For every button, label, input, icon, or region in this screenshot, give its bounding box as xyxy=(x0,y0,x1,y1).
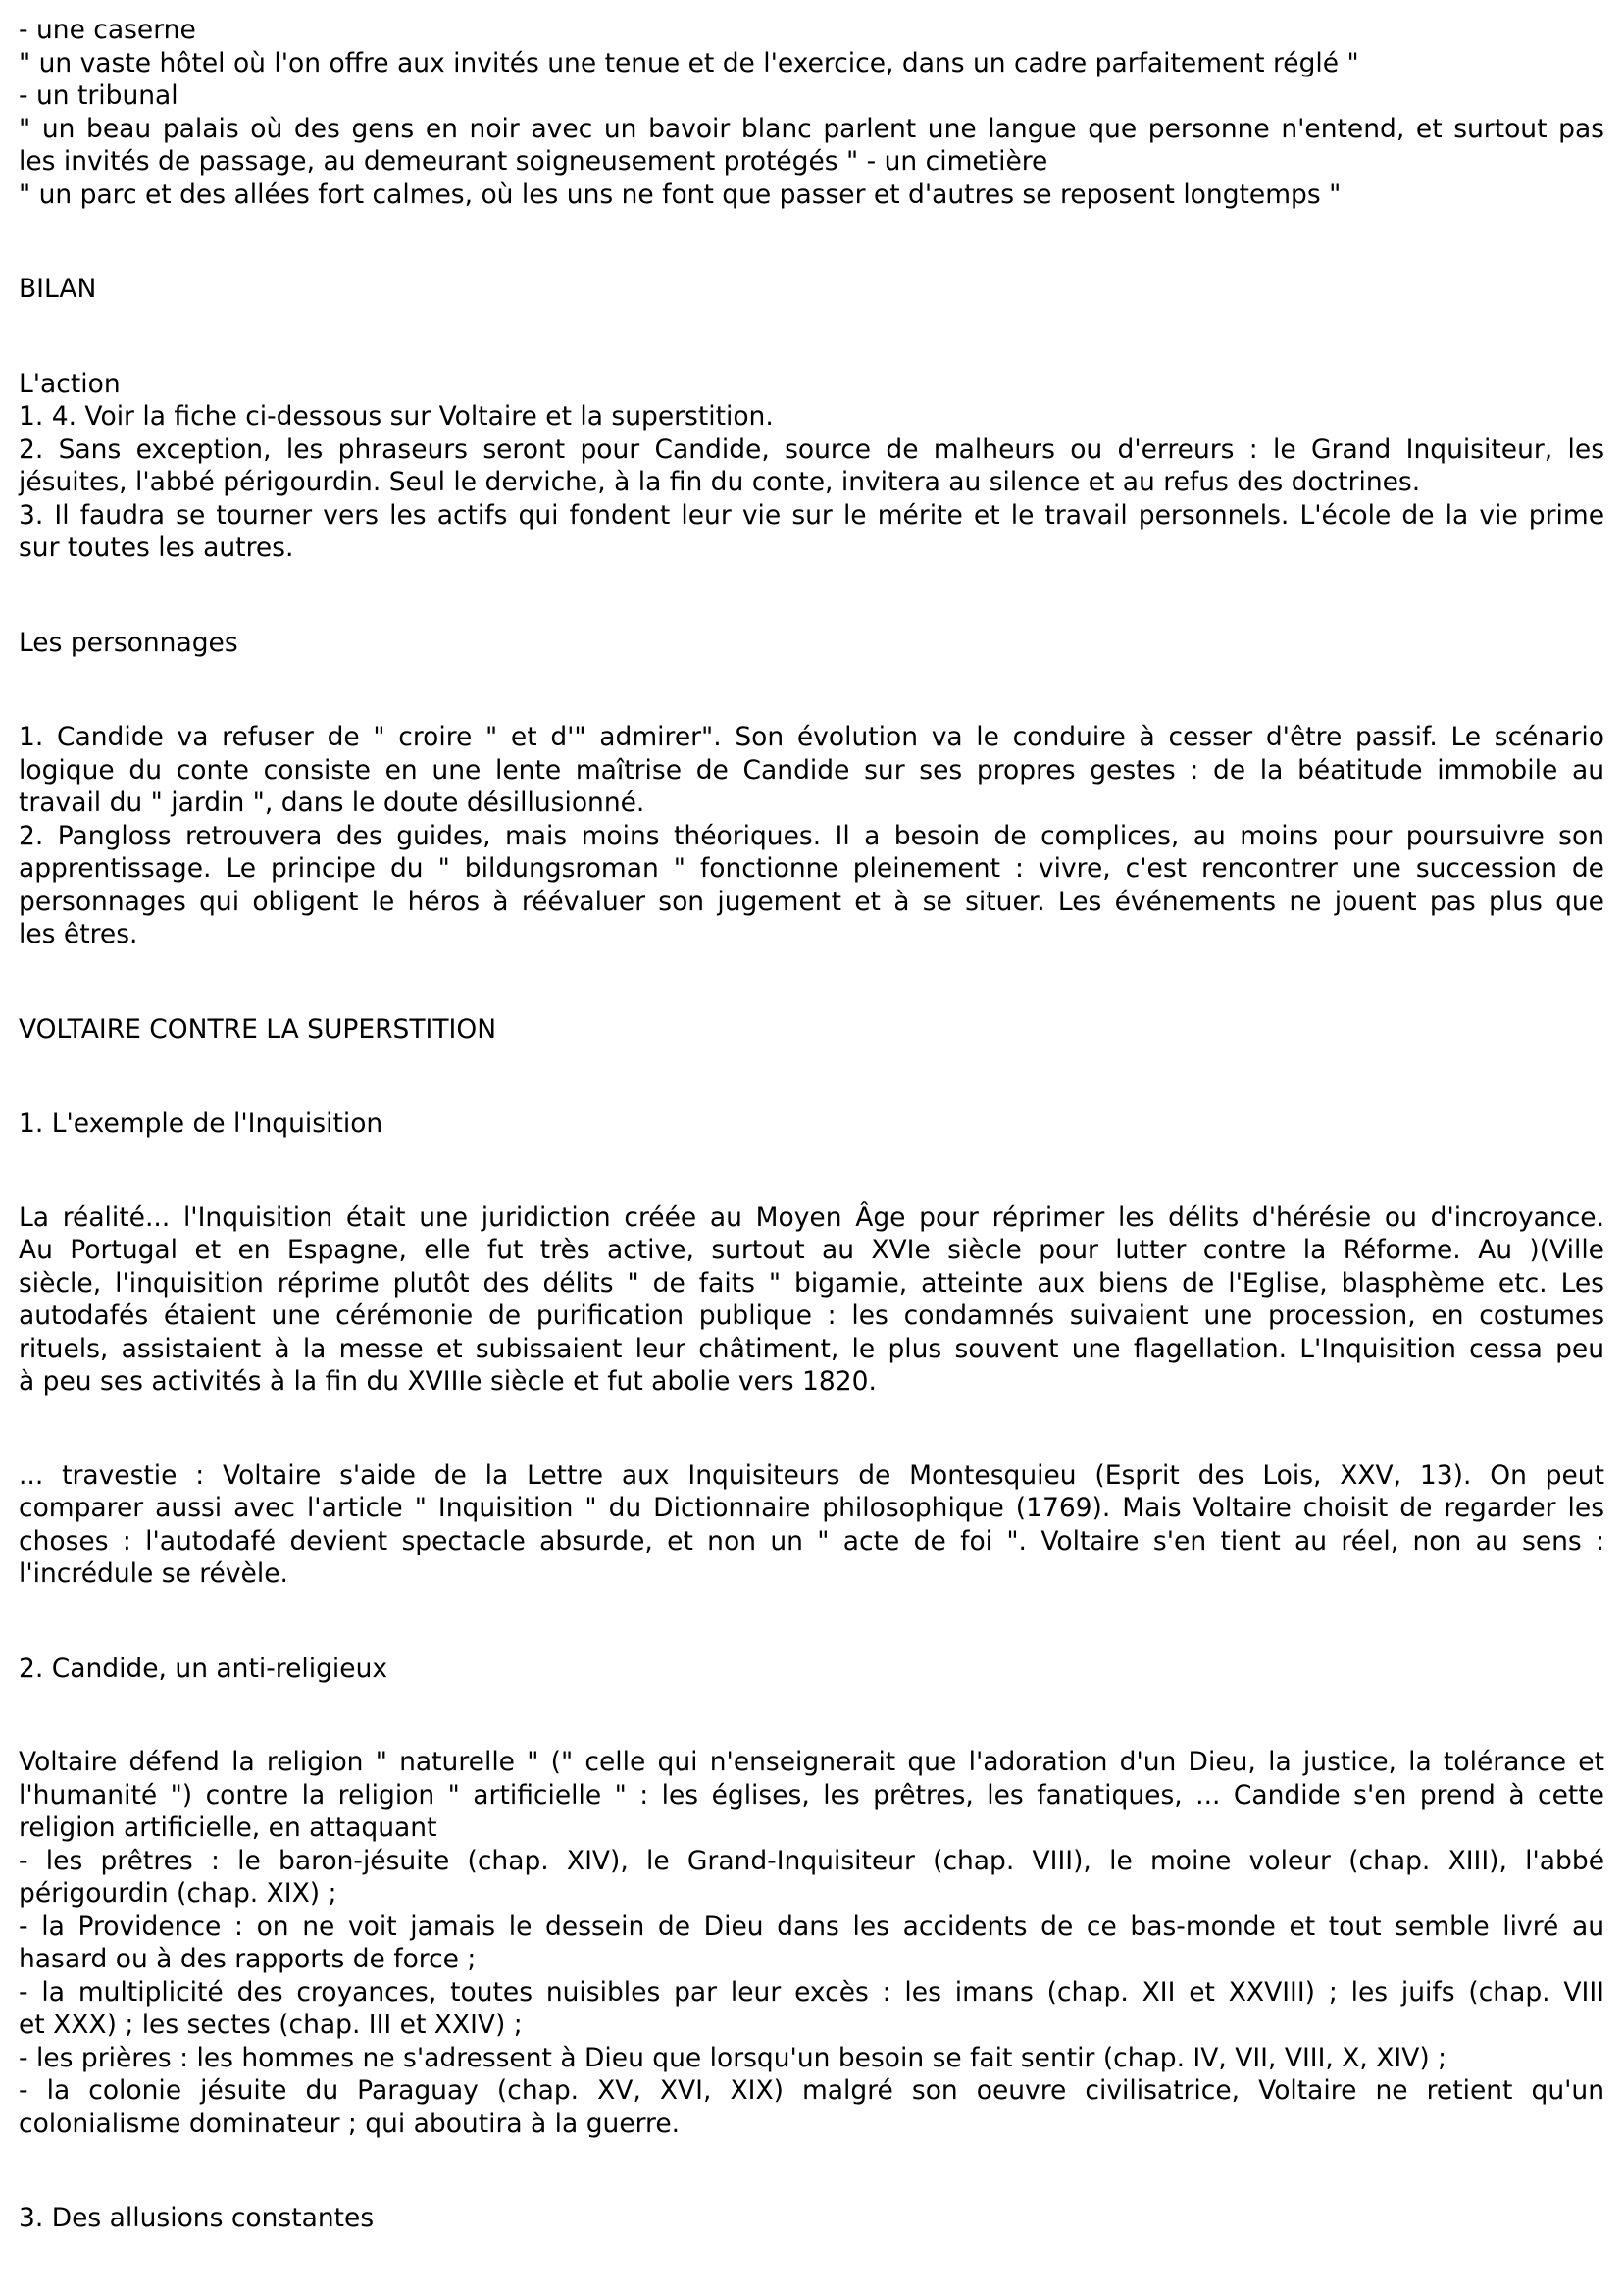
text-line: - les prières : les hommes ne s'adressent à Dieu que lorsqu'un besoin se fait sentir (chap. IV, VII, VIII, X, XIV) ; xyxy=(19,2042,1447,2073)
personnages-paragraph xyxy=(19,721,1604,951)
text-line: à peu ses activités à la fin du XVIIIe siècle et fut abolie vers 1820. xyxy=(19,1366,877,1397)
text-line: - les prêtres : le baron-jésuite (chap. XIV), le Grand-Inquisiteur (chap. VIII), le moine voleur (chap. XIII), l'abbé xyxy=(19,1845,1604,1876)
subheading-action: L'action xyxy=(19,368,121,399)
text-line: religion artificielle, en attaquant xyxy=(19,1812,437,1843)
intro-list xyxy=(19,14,1604,211)
text-line: sur toutes les autres. xyxy=(19,533,294,563)
text-line: ... travestie : Voltaire s'aide de la Lettre aux Inquisiteurs de Montesquieu (Esprit des Lois, XXV, 13). On peut xyxy=(19,1459,1604,1491)
text-line: choses : l'autodafé devient spectacle absurde, et non un " acte de foi ". Voltaire s'en tient au réel, non au sens : xyxy=(19,1525,1604,1556)
text-line: les êtres. xyxy=(19,919,138,949)
text-line: 3. Il faudra se tourner vers les actifs qui fondent leur vie sur le mérite et le travail personnels. L'école de la vie prime xyxy=(19,499,1604,531)
section-heading-superstition: VOLTAIRE CONTRE LA SUPERSTITION xyxy=(19,1013,497,1045)
text-line: rituels, assistaient à la messe et subissaient leur châtiment, le plus souvent une flagellation. L'Inquisition cessa peu xyxy=(19,1333,1604,1364)
text-line: - la multiplicité des croyances, toutes nuisibles par leur excès : les imans (chap. XII et XXVIII) ; les juifs (chap. VIII xyxy=(19,1976,1604,2008)
text-line: La réalité... l'Inquisition était une juridiction créée au Moyen Âge pour réprimer les délits d'hérésie ou d'incroyance. xyxy=(19,1201,1604,1233)
section-heading-bilan: BILAN xyxy=(19,274,97,304)
text-line: Au Portugal et en Espagne, elle fut très active, surtout au XVIe siècle pour lutter contre la Réforme. Au )(Ville xyxy=(19,1235,1604,1265)
subheading-antireligieux: 2. Candide, un anti-religieux xyxy=(19,1653,388,1684)
text-line: l'incrédule se révèle. xyxy=(19,1558,288,1589)
document-page xyxy=(19,14,1604,2235)
text-line: comparer aussi avec l'article " Inquisition " du Dictionnaire philosophique (1769). Mais Voltaire choisit de regarder les xyxy=(19,1493,1604,1523)
text-line: et XXX) ; les sectes (chap. III et XXIV) ; xyxy=(19,2010,523,2040)
action-paragraph xyxy=(19,400,1604,565)
travestie-paragraph xyxy=(19,1459,1604,1591)
text-line: siècle, l'inquisition réprime plutôt des délits " de faits " bigamie, atteinte aux biens de l'Eglise, blasphème etc. Les xyxy=(19,1267,1604,1299)
text-line: " un vaste hôtel où l'on offre aux invités une tenue et de l'exercice, dans un cadre parfaitement réglé " xyxy=(19,47,1359,78)
realite-paragraph xyxy=(19,1201,1604,1399)
text-line: 1. Candide va refuser de " croire " et d'" admirer". Son évolution va le conduire à cesser d'être passif. Le scénario xyxy=(19,722,1604,752)
text-line: les invités de passage, au demeurant soigneusement protégés " - un cimetière xyxy=(19,146,1048,177)
text-line: colonialisme dominateur ; qui aboutira à la guerre. xyxy=(19,2108,681,2139)
text-line: " un beau palais où des gens en noir avec un bavoir blanc parlent une langue que personne n'entend, et surtout pas xyxy=(19,113,1604,144)
text-line: logique du conte consiste en une lente maîtrise de Candide sur ses propres gestes : de la béatitude immobile au xyxy=(19,754,1604,786)
text-line: personnages qui obligent le héros à réévaluer son jugement et à se situer. Les événements ne jouent pas plus que xyxy=(19,886,1604,917)
text-line: 2. Sans exception, les phraseurs seront pour Candide, source de malheurs ou d'erreurs : le Grand Inquisiteur, les xyxy=(19,433,1604,465)
subheading-personnages: Les personnages xyxy=(19,627,238,658)
text-line: - la colonie jésuite du Paraguay (chap. XV, XVI, XIX) malgré son oeuvre civilisatrice, Voltaire ne retient qu'un xyxy=(19,2075,1604,2106)
text-line: jésuites, l'abbé périgourdin. Seul le derviche, à la fin du conte, invitera au silence et au refus des doctrines. xyxy=(19,467,1421,497)
text-line: " un parc et des allées fort calmes, où les uns ne font que passer et d'autres se reposent longtemps " xyxy=(19,178,1342,210)
text-line: autodafés étaient une cérémonie de purification publique : les condamnés suivaient une procession, en costumes xyxy=(19,1300,1604,1331)
subheading-allusions: 3. Des allusions constantes xyxy=(19,2203,375,2233)
text-line: travail du " jardin ", dans le doute désillusionné. xyxy=(19,788,645,818)
text-line: apprentissage. Le principe du " bildungsroman " fonctionne pleinement : vivre, c'est rencontrer une succession de xyxy=(19,853,1604,884)
text-line: périgourdin (chap. XIX) ; xyxy=(19,1878,337,1909)
subheading-inquisition: 1. L'exemple de l'Inquisition xyxy=(19,1108,383,1139)
text-line: - un tribunal xyxy=(19,80,178,111)
text-line: - une caserne xyxy=(19,15,196,45)
text-line: Voltaire défend la religion " naturelle " (" celle qui n'enseignerait que l'adoration d'un Dieu, la justice, la tolérance et xyxy=(19,1747,1604,1777)
religion-paragraph xyxy=(19,1746,1604,2140)
text-line: 2. Pangloss retrouvera des guides, mais moins théoriques. Il a besoin de complices, au moins pour poursuivre son xyxy=(19,820,1604,851)
text-line: hasard ou à des rapports de force ; xyxy=(19,1944,477,1974)
text-line: - la Providence : on ne voit jamais le dessein de Dieu dans les accidents de ce bas-monde et tout semble livré au xyxy=(19,1911,1604,1942)
text-line: 1. 4. Voir la fiche ci-dessous sur Voltaire et la superstition. xyxy=(19,401,774,432)
text-line: l'humanité ") contre la religion " artificielle " : les églises, les prêtres, les fanatiques, ... Candide s'en prend à cette xyxy=(19,1779,1604,1810)
